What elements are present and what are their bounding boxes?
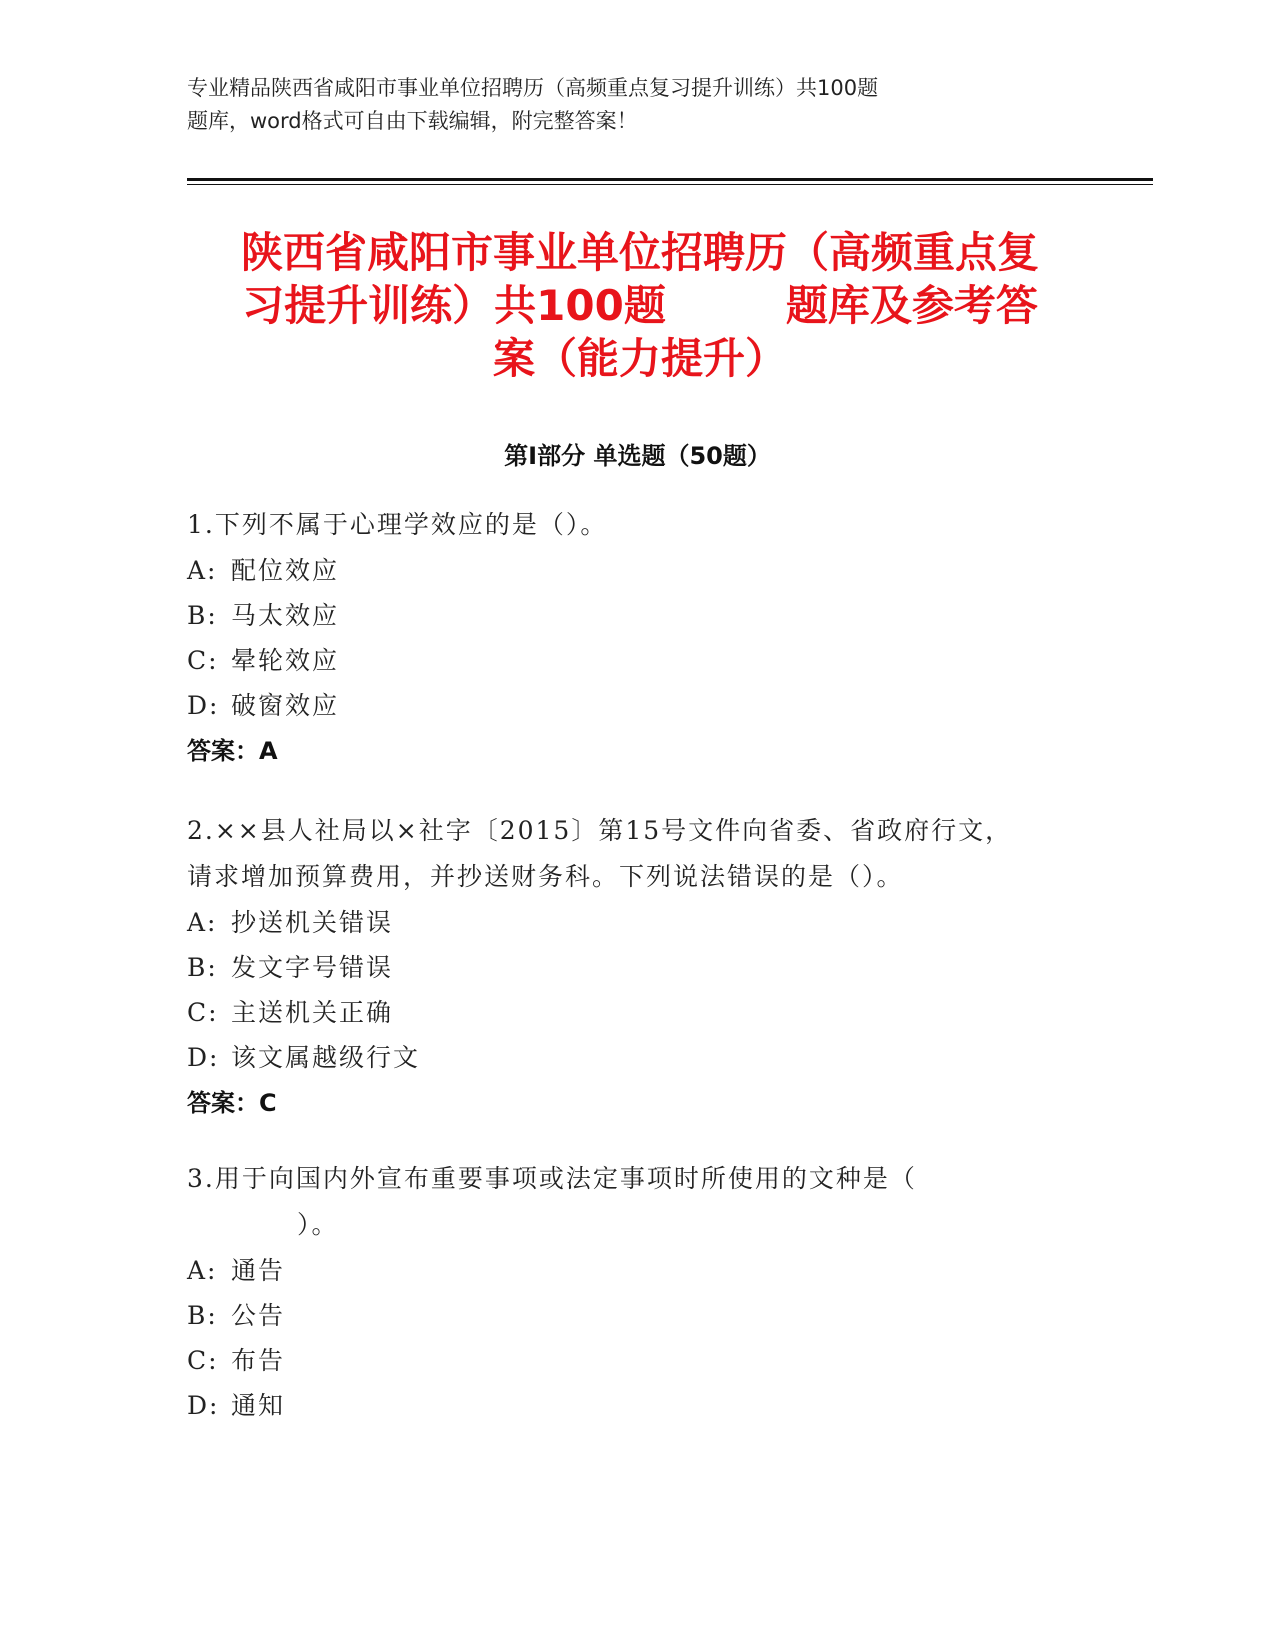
answer-prefix: 答案： <box>187 1089 259 1117</box>
option-text: 通知 <box>231 1391 286 1420</box>
title-line <box>190 279 1090 332</box>
question-text: 1.下列不属于心理学效应的是（）。 <box>187 510 608 539</box>
option-letter: C: <box>187 646 219 675</box>
answer-value: A <box>259 737 278 765</box>
answer-prefix: 答案： <box>187 737 259 765</box>
answer-line <box>187 728 1087 774</box>
option-letter: B: <box>187 601 218 630</box>
option-text: 布告 <box>231 1346 286 1375</box>
header-note-line: 专业精品陕西省咸阳市事业单位招聘历（高频重点复习提升训练）共100题 <box>187 76 879 100</box>
option-letter: B: <box>187 1301 218 1330</box>
option-text: 抄送机关错误 <box>231 908 394 937</box>
option-text: 通告 <box>231 1256 286 1285</box>
option-a <box>187 1248 1087 1293</box>
question-1 <box>187 502 1087 774</box>
option-c <box>187 990 1087 1035</box>
title-segment: 题库及参考答 <box>785 281 1038 330</box>
option-c <box>187 638 1087 683</box>
option-text: 发文字号错误 <box>231 953 394 982</box>
option-letter: D: <box>187 691 220 720</box>
option-b <box>187 593 1087 638</box>
option-d <box>187 683 1087 728</box>
option-d <box>187 1383 1087 1428</box>
header-note-line: 题库，word格式可自由下载编辑，附完整答案！ <box>187 109 638 133</box>
option-c <box>187 1338 1087 1383</box>
section-heading: 第I部分 单选题（50题） <box>504 442 771 470</box>
option-letter: D: <box>187 1043 220 1072</box>
option-b <box>187 945 1087 990</box>
answer-line <box>187 1080 1087 1126</box>
option-text: 该文属越级行文 <box>231 1043 421 1072</box>
option-letter: C: <box>187 1346 219 1375</box>
answer-value: C <box>259 1089 277 1117</box>
title-line: 陕西省咸阳市事业单位招聘历（高频重点复 <box>240 228 1039 277</box>
option-text: 破窗效应 <box>231 691 340 720</box>
document-title <box>190 226 1090 385</box>
title-segment: 习提升训练）共100题 <box>242 281 666 330</box>
option-text: 公告 <box>231 1301 286 1330</box>
option-text: 马太效应 <box>231 601 340 630</box>
question-text: 请求增加预算费用，并抄送财务科。下列说法错误的是（）。 <box>187 862 904 891</box>
option-d <box>187 1035 1087 1080</box>
option-a <box>187 548 1087 593</box>
option-b <box>187 1293 1087 1338</box>
option-text: 晕轮效应 <box>231 646 340 675</box>
header-rule-thick <box>187 178 1153 181</box>
question-text: 3.用于向国内外宣布重要事项或法定事项时所使用的文种是（ <box>187 1164 917 1193</box>
option-text: 配位效应 <box>231 556 340 585</box>
question-text: 2.××县人社局以×社字〔2015〕第15号文件向省委、省政府行文， <box>187 816 1013 845</box>
title-line: 案（能力提升） <box>492 334 787 383</box>
option-letter: A: <box>187 908 218 937</box>
option-letter: C: <box>187 998 219 1027</box>
option-a <box>187 900 1087 945</box>
option-letter: B: <box>187 953 218 982</box>
question-2 <box>187 808 1087 1126</box>
option-text: 主送机关正确 <box>231 998 394 1027</box>
question-text: ）。 <box>297 1210 339 1239</box>
option-letter: A: <box>187 556 218 585</box>
option-letter: D: <box>187 1391 220 1420</box>
header-rule-thin <box>187 184 1153 185</box>
option-letter: A: <box>187 1256 218 1285</box>
question-3 <box>187 1156 1087 1428</box>
header-note <box>187 72 1007 138</box>
